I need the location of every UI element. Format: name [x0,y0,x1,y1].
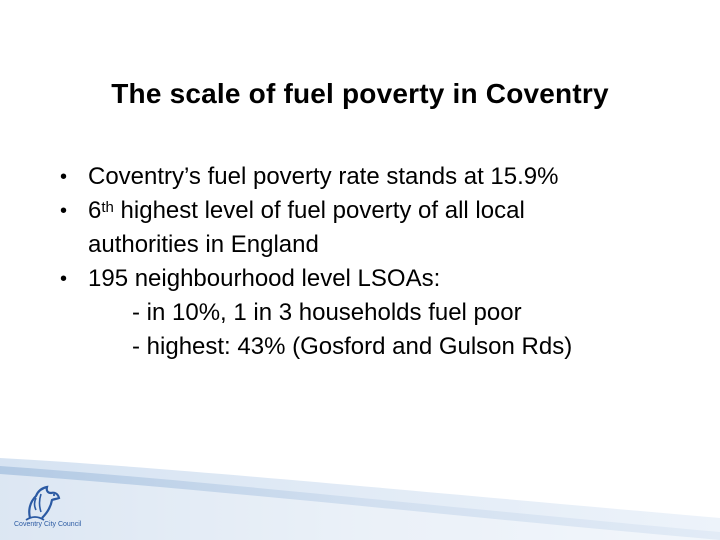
bullet-text: 195 neighbourhood level LSOAs: [88,265,441,292]
bullet-text: Coventry’s fuel poverty rate stands at 15.9% [88,163,559,190]
bullet-marker: • [60,166,68,188]
bullet-text [88,194,525,228]
logo-wordmark: Coventry City Council [14,521,82,528]
bullet-marker: • [60,268,68,290]
slide-title: The scale of fuel poverty in Coventry [111,78,609,109]
ranking-text: highest level of fuel poverty of all local [113,197,525,224]
footer-wave-decoration [0,440,720,540]
sub-point-ten-percent: - in 10%, 1 in 3 households fuel poor [132,299,522,326]
ordinal-suffix: th [101,199,114,216]
sub-point-highest: - highest: 43% (Gosford and Gulson Rds) [132,333,573,360]
ranking-number: 6 [88,197,102,224]
bullet-marker: • [60,200,68,222]
bullet-text-continued: authorities in England [88,231,319,258]
